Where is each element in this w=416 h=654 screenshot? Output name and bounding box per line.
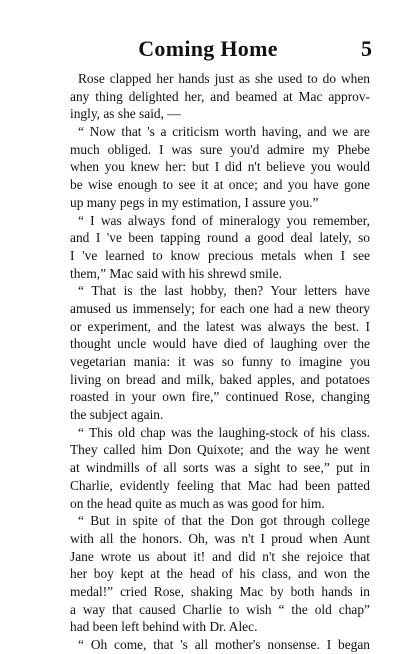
text-line: when you knew her: but I did n't believe you would (70, 159, 370, 175)
text-line: her boy kept at the head of his class, and won the (70, 566, 370, 582)
text-line: with all the honors. Oh, was n't I proud when Aunt (70, 530, 370, 546)
text-line: on the head quite as much as was good for him. (70, 495, 325, 511)
text-line: “ Now that 's a criticism worth having, and we are (78, 124, 370, 140)
text-line: medal!” cried Rose, shaking Mac by both hands in (70, 583, 370, 599)
text-line: “ But in spite of that the Don got through college (78, 513, 370, 529)
running-title: Coming Home (138, 36, 278, 61)
text-line: any thing delighted her, and beamed at Mac approv- (70, 88, 370, 104)
text-line: them,” Mac said with his shrewd smile. (70, 265, 282, 281)
text-line: Jane wrote us about it! and did n't she rejoice that (70, 548, 370, 564)
text-line: and I 've been tapping round a good deal lately, so (70, 230, 370, 246)
text-line: much obliged. I was sure you'd admire my Phebe (70, 141, 370, 157)
text-line: thought uncle would have died of laughing over the (70, 336, 370, 352)
text-line: or experiment, and the latest was always the best. I (70, 318, 370, 334)
text-line: “ I was always fond of mineralogy you remember, (78, 212, 370, 228)
text-line: “ Oh come, that 's all mother's nonsense. I began (78, 637, 370, 652)
page-number: 5 (361, 36, 372, 61)
text-line: Charlie, evidently feeling that Mac had been patted (70, 477, 370, 493)
running-head (0, 36, 416, 62)
text-line: had been left behind with Dr. Alec. (70, 619, 258, 635)
text-line: a way that caused Charlie to wish “ the old chap” (70, 601, 370, 617)
text-line: the subject again. (70, 407, 164, 423)
text-line: I 've learned to know precious metals when I see (70, 247, 370, 263)
text-line: “ That is the last hobby, then? Your letters have (78, 283, 370, 299)
text-line: at windmills of all sorts was a sight to see,” put in (70, 460, 370, 476)
text-line: up many pegs in my estimation, I assure you.” (70, 194, 319, 210)
text-line: living on bread and milk, baked apples, and potatoes (70, 371, 370, 387)
text-line: ingly, as she said, — (70, 106, 181, 122)
text-line: amused us immensely; for each one had a new theory (70, 300, 370, 316)
text-line: be wise enough to see it at once; and you have gone (70, 177, 370, 193)
text-line: Rose clapped her hands just as she used to do when (78, 71, 370, 86)
text-line: roasted in your own fire,” continued Rose, changing (70, 389, 370, 405)
text-line: vegetarian mania: it was so funny to imagine you (70, 354, 370, 369)
text-line: They called him Don Quixote; and the way he went (70, 442, 370, 458)
text-line: “ This old chap was the laughing-stock of his class. (78, 424, 370, 440)
body-text (70, 70, 370, 654)
